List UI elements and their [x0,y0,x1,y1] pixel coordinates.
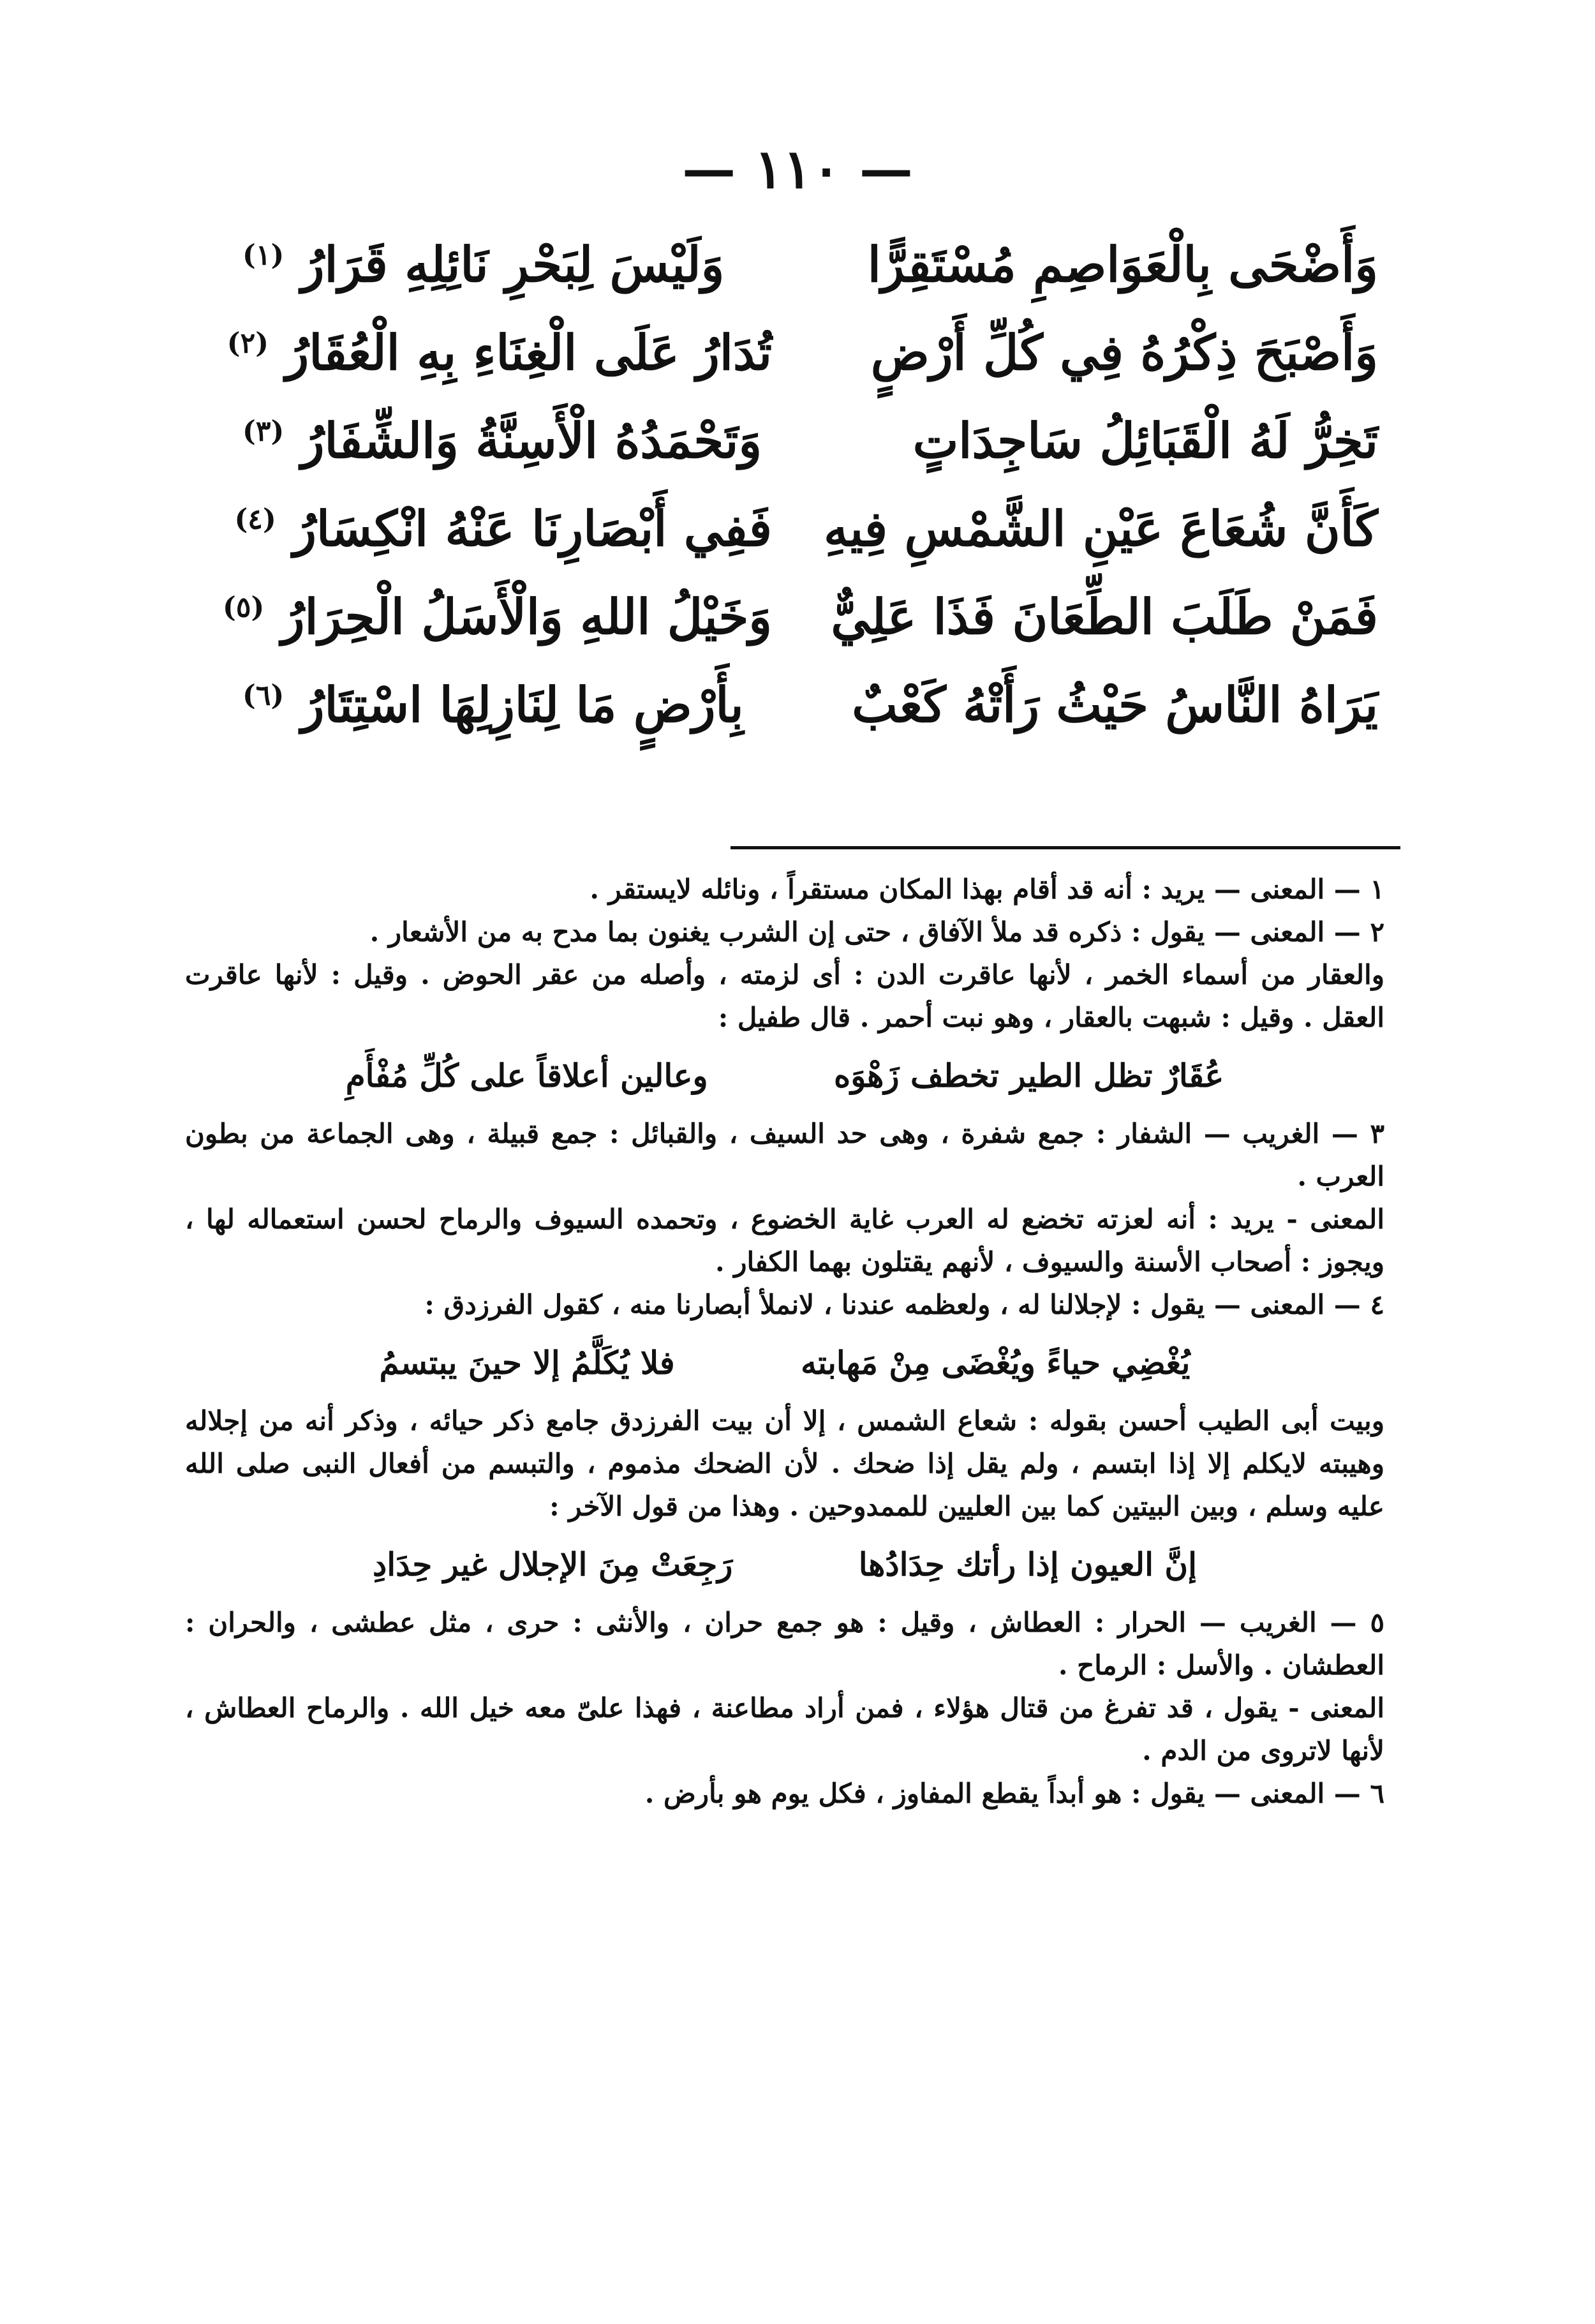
verse [242,396,1378,484]
verse-first-hemistich: وَأَضْحَى بِالْعَوَاصِمِ مُسْتَقِرًّا [867,235,1378,293]
footnotes [185,868,1384,1815]
verse-first-hemistich: وَأَصْبَحَ ذِكْرُهُ فِي كُلِّ أَرْضٍ [870,324,1378,381]
footnote-marker: (١) [242,239,285,272]
footnote-marker: (٣) [242,415,285,448]
footnote-marker: (٤) [234,503,276,536]
footnote-4-continued: وبيت أبى الطيب أحسن بقوله : شعاع الشمس ، إلا أن بيت الفرزدق جامع ذكر حيائه ، وذكر أنه من إجلاله وهيبته لايكلم إلا إذا ابتسم ، ولم يقل إذا ضحك . لأن الضحك مذموم ، والتبسم من أفعال النبى صلى الله عليه وسلم ، وبين البيتين كما بين العليين للممدوحين . وهذا من قول الآخر : [185,1405,1384,1522]
verse-second-hemistich: فَفِي أَبْصَارِنَا عَنْهُ انْكِسَارُ $^{(٤)}$ [234,500,772,557]
footnote-marker: (٦) [242,679,285,712]
verse-second-hemistich: وَتَحْمَدُهُ الْأَسِنَّةُ وَالشِّفَارُ $^{(٣)}$ [242,412,762,469]
verse [242,220,1378,308]
quoted-hemistich: فلا يُكَلَّمُ إلا حينَ يبتسمُ [379,1344,675,1382]
footnote-1: ١ — المعنى — يريد : أنه قد أقام بهذا المكان مستقراً ، ونائله لايستقر . [590,874,1384,905]
quoted-hemistich: وعالين أعلاقاً على كُلِّ مُفْأَمِ [345,1057,708,1094]
footnote-3-meaning: المعنى - يريد : أنه لعزته تخضع له العرب غاية الخضوع ، وتحمده السيوف والرماح لحسن استعماله لها ، ويجوز : أصحاب الأسنة والسيوف ، لأنهم يقتلون بهما الكفار . [185,1203,1384,1277]
verse-first-hemistich: تَخِرُّ لَهُ الْقَبَائِلُ سَاجِدَاتٍ [912,412,1378,469]
verse-first-hemistich: يَرَاهُ النَّاسُ حَيْثُ رَأَتْهُ كَعْبٌ [852,676,1378,733]
verse-first-hemistich: فَمَنْ طَلَبَ الطِّعَانَ فَذَا عَلِيٌّ [831,588,1378,645]
verse-second-hemistich: بِأَرْضٍ مَا لِنَازِلِهَا اسْتِتَارُ $^{(٦)}$ [242,676,744,733]
footnote-divider [731,846,1400,849]
footnote-4: ٤ — المعنى — يقول : لإجلالنا له ، ولعظمه عندنا ، لانملأ أبصارنا منه ، كقول الفرزدق : [424,1289,1384,1320]
verse [223,572,1378,660]
footnote-6: ٦ — المعنى — يقول : هو أبداً يقطع المفاوز ، فكل يوم هو بأرض . [644,1778,1384,1809]
footnote-2-continued: والعقار من أسماء الخمر ، لأنها عاقرت الدن : أى لزمته ، وأصله من عقر الحوض . وقيل : لأنها عاقرت العقل . وقيل : شبهت بالعقار ، وهو نبت أحمر . قال طفيل : [185,959,1384,1033]
verse-second-hemistich: وَخَيْلُ اللهِ وَالْأَسَلُ الْحِرَارُ $^{(٥)}$ [223,588,772,645]
footnote-3: ٣ — الغريب — الشفار : جمع شفرة ، وهى حد السيف ، والقبائل : جمع قبيلة ، وهى الجماعة من بطون العرب . [185,1118,1384,1192]
quoted-hemistich: رَجِعَتْ مِنَ الإجلال غير حِدَادِ [373,1546,733,1583]
quoted-hemistich: إنَّ العيون إذا رأتك حِدَادُها [858,1546,1197,1583]
verse-second-hemistich: وَلَيْسَ لِبَحْرِ نَائِلِهِ قَرَارُ $^{(١)}$ [242,235,725,293]
footnote-marker: (٢) [226,327,269,360]
page-number: — ١١٠ — [682,137,913,200]
poem [223,220,1378,749]
verse-second-hemistich: تُدَارُ عَلَى الْغِنَاءِ بِهِ الْعُقَارُ $^{(٢)}$ [226,324,772,381]
verse [234,484,1378,572]
footnote-5: ٥ — الغريب — الحرار : العطاش ، وقيل : هو جمع حران ، والأنثى : حرى ، مثل عطشى ، والحران : العطشان . والأسل : الرماح . [185,1607,1384,1681]
quoted-hemistich: يُغْضِي حياءً ويُغْضَى مِنْ مَهابته [801,1344,1191,1382]
quoted-verse [185,1326,1384,1399]
verse [242,660,1378,749]
footnote-5-meaning: المعنى - يقول ، قد تفرغ من قتال هؤلاء ، فمن أراد مطاعنة ، فهذا علىّ معه خيل الله . والرماح العطاش ، لأنها لاتروى من الدم . [185,1692,1384,1766]
quoted-verse [185,1528,1384,1601]
verse-first-hemistich: كَأَنَّ شُعَاعَ عَيْنِ الشَّمْسِ فِيهِ [824,500,1378,557]
footnote-marker: (٥) [223,591,265,624]
footnote-2: ٢ — المعنى — يقول : ذكره قد ملأ الآفاق ، حتى إن الشرب يغنون بما مدح به من الأشعار . [369,916,1384,948]
quoted-hemistich: عُقَارٌ تظل الطير تخطف زَهْوَه [834,1057,1224,1094]
quoted-verse [185,1039,1384,1112]
verse [226,308,1378,396]
